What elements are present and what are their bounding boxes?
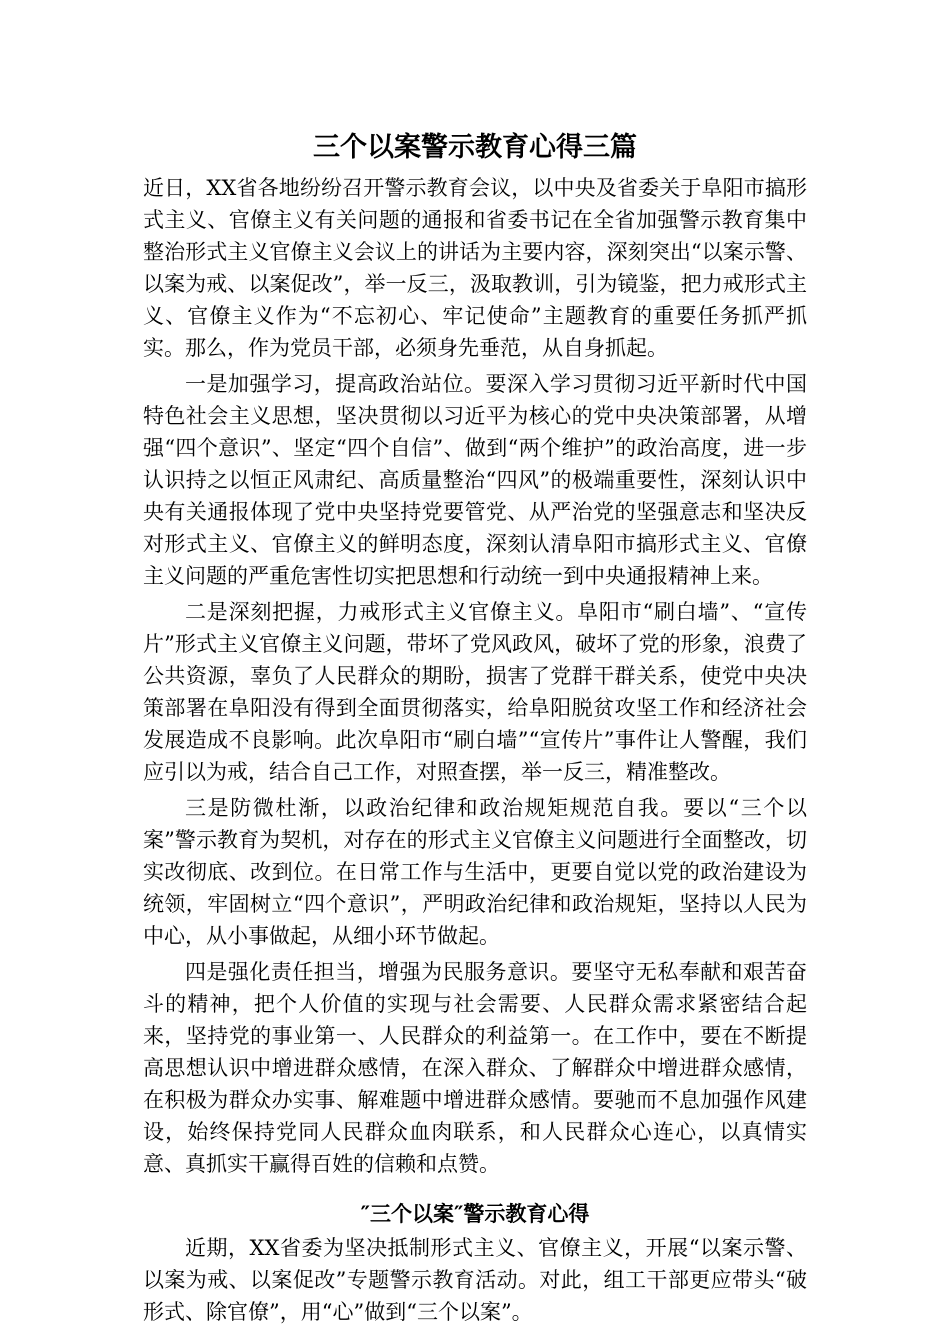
document-title: 三个以案警示教育心得三篇 <box>313 132 637 163</box>
section-two-intro-paragraph: 近期，XX省委为坚决抵制形式主义、官僚主义，开展“以案示警、以案为戒、以案促改”专题警示教育活动。对此，组工干部更应带头“破形式、除官僚”，用“心”做到“三个以案”。 <box>143 1236 807 1324</box>
point-three-paragraph: 三是防微杜渐，以政治纪律和政治规矩规范自我。要以“三个以案”警示教育为契机，对存在的形式主义官僚主义问题进行全面整改，切实改彻底、改到位。在日常工作与生活中，更要自觉以党的政治建设为统领，牢固树立“四个意识”，严明政治纪律和政治规矩，坚持以人民为中心，从小事做起，从细小环节做起。 <box>143 796 807 948</box>
point-four-paragraph: 四是强化责任担当，增强为民服务意识。要坚守无私奉献和艰苦奋斗的精神，把个人价值的实现与社会需要、人民群众需求紧密结合起来，坚持党的事业第一、人民群众的利益第一。在工作中，要在不断提高思想认识中增进群众感情，在深入群众、了解群众中增进群众感情，在积极为群众办实事、解难题中增进群众感情。要驰而不息加强作风建设，始终保持党同人民群众血肉联系，和人民群众心连心，以真情实意、真抓实干赢得百姓的信赖和点赞。 <box>143 960 807 1176</box>
intro-paragraph: 近日，XX省各地纷纷召开警示教育会议，以中央及省委关于阜阳市搞形式主义、官僚主义有关问题的通报和省委书记在全省加强警示教育集中整治形式主义官僚主义会议上的讲话为主要内容，深刻突出“以案示警、以案为戒、以案促改”，举一反三，汲取教训，引为镜鉴，把力戒形式主义、官僚主义作为“不忘初心、牢记使命”主题教育的重要任务抓严抓实。那么，作为党员干部，必须身先垂范，从自身抓起。 <box>143 176 807 360</box>
document-page <box>143 128 807 1332</box>
point-one-paragraph: 一是加强学习，提高政治站位。要深入学习贯彻习近平新时代中国特色社会主义思想，坚决贯彻以习近平为核心的党中央决策部署，从增强“四个意识”、坚定“四个自信”、做到“两个维护”的政治高度，进一步认识持之以恒正风肃纪、高质量整治“四风”的极端重要性，深刻认识中央有关通报体现了党中央坚持党要管党、从严治党的坚强意志和坚决反对形式主义、官僚主义的鲜明态度，深刻认清阜阳市搞形式主义、官僚主义问题的严重危害性切实把思想和行动统一到中央通报精神上来。 <box>143 372 807 588</box>
point-two-paragraph: 二是深刻把握，力戒形式主义官僚主义。阜阳市“刷白墙”、“宣传片”形式主义官僚主义问题，带坏了党风政风，破坏了党的形象，浪费了公共资源，辜负了人民群众的期盼，损害了党群干群关系，使党中央决策部署在阜阳没有得到全面贯彻落实，给阜阳脱贫攻坚工作和经济社会发展造成不良影响。此次阜阳市“刷白墙”“宣传片”事件让人警醒，我们应引以为戒，结合自己工作，对照查摆，举一反三，精准整改。 <box>143 600 807 784</box>
section-two-heading: ″三个以案″警示教育心得 <box>360 1202 590 1226</box>
